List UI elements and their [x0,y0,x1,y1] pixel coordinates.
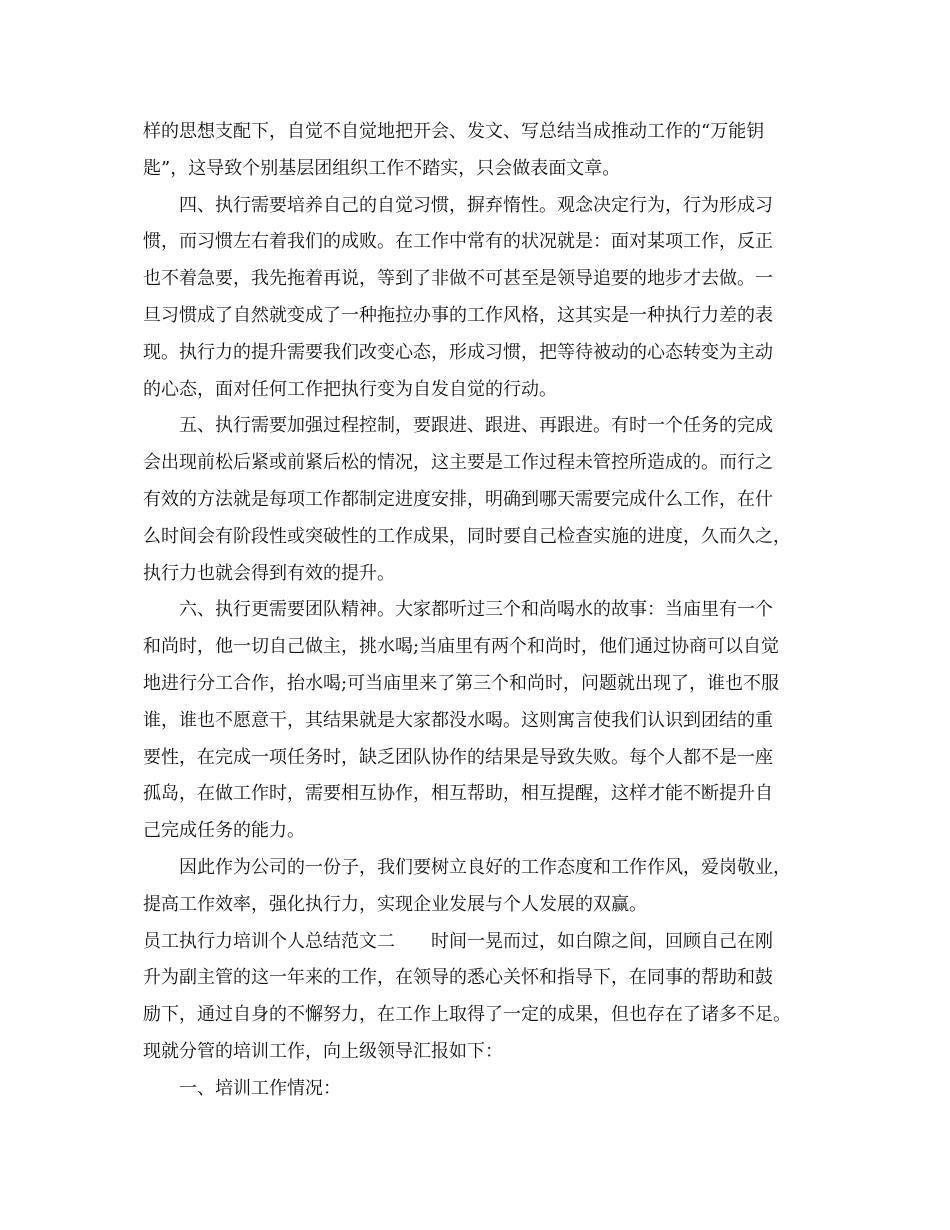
document-body [143,114,813,1108]
text-line: 惯，而习惯左右着我们的成败。在工作中常有的状况就是：面对某项工作，反正 [143,231,773,253]
text-line: 现就分管的培训工作，向上级领导汇报如下： [143,1040,503,1062]
text-line: 谁，谁也不愿意干，其结果就是大家都没水喝。这则寓言使我们认识到团结的重 [143,709,773,731]
text-line: 励下，通过自身的不懈努力，在工作上取得了一定的成果，但也存在了诸多不足。 [143,1004,791,1026]
text-line: 匙”，这导致个别基层团组织工作不踏实，只会做表面文章。 [143,157,621,179]
text-line: 现。执行力的提升需要我们改变心态，形成习惯，把等待被动的心态转变为主动 [143,341,773,363]
text-line: 的心态，面对任何工作把执行变为自发自觉的行动。 [143,378,557,400]
text-line: 有效的方法就是每项工作都制定进度安排，明确到哪天需要完成什么工作，在什 [143,488,773,510]
text-line: 执行力也就会得到有效的提升。 [143,562,395,584]
text-line: 要性，在完成一项任务时，缺乏团队协作的结果是导致失败。每个人都不是一座 [143,746,773,768]
text-line: 员工执行力培训个人总结范文二 时间一晃而过，如白隙之间，回顾自己在刚 [143,930,773,952]
text-line: 四、执行需要培养自己的自觉习惯，摒弃惰性。观念决定行为，行为形成习 [179,194,773,216]
text-line: 样的思想支配下，自觉不自觉地把开会、发文、写总结当成推动工作的“万能钥 [143,121,765,142]
text-line: 会出现前松后紧或前紧后松的情况，这主要是工作过程未管控所造成的。而行之 [143,452,773,474]
text-line: 因此作为公司的一份子，我们要树立良好的工作态度和工作作风，爱岗敬业， [179,856,791,878]
text-line: 六、执行更需要团队精神。大家都听过三个和尚喝水的故事：当庙里有一个 [179,599,773,621]
text-line: 提高工作效率，强化执行力，实现企业发展与个人发展的双赢。 [143,893,647,915]
text-line: 孤岛，在做工作时，需要相互协作，相互帮助，相互提醒，这样才能不断提升自 [143,783,773,805]
text-line: 也不着急要，我先拖着再说，等到了非做不可甚至是领导追要的地步才去做。一 [143,268,773,290]
text-line: 地进行分工合作，抬水喝;可当庙里来了第三个和尚时，问题就出现了，谁也不服 [143,672,780,694]
text-line: 己完成任务的能力。 [143,820,305,842]
text-line: 五、执行需要加强过程控制，要跟进、跟进、再跟进。有时一个任务的完成 [179,415,773,437]
text-line: 和尚时，他一切自己做主，挑水喝;当庙里有两个和尚时，他们通过协商可以自觉 [143,636,780,658]
text-line: 么时间会有阶段性或突破性的工作成果，同时要自己检查实施的进度，久而久之， [143,525,791,547]
text-line: 旦习惯成了自然就变成了一种拖拉办事的工作风格，这其实是一种执行力差的表 [143,304,773,326]
text-line: 一、培训工作情况： [179,1077,341,1099]
text-line: 升为副主管的这一年来的工作，在领导的悉心关怀和指导下，在同事的帮助和鼓 [143,967,773,989]
